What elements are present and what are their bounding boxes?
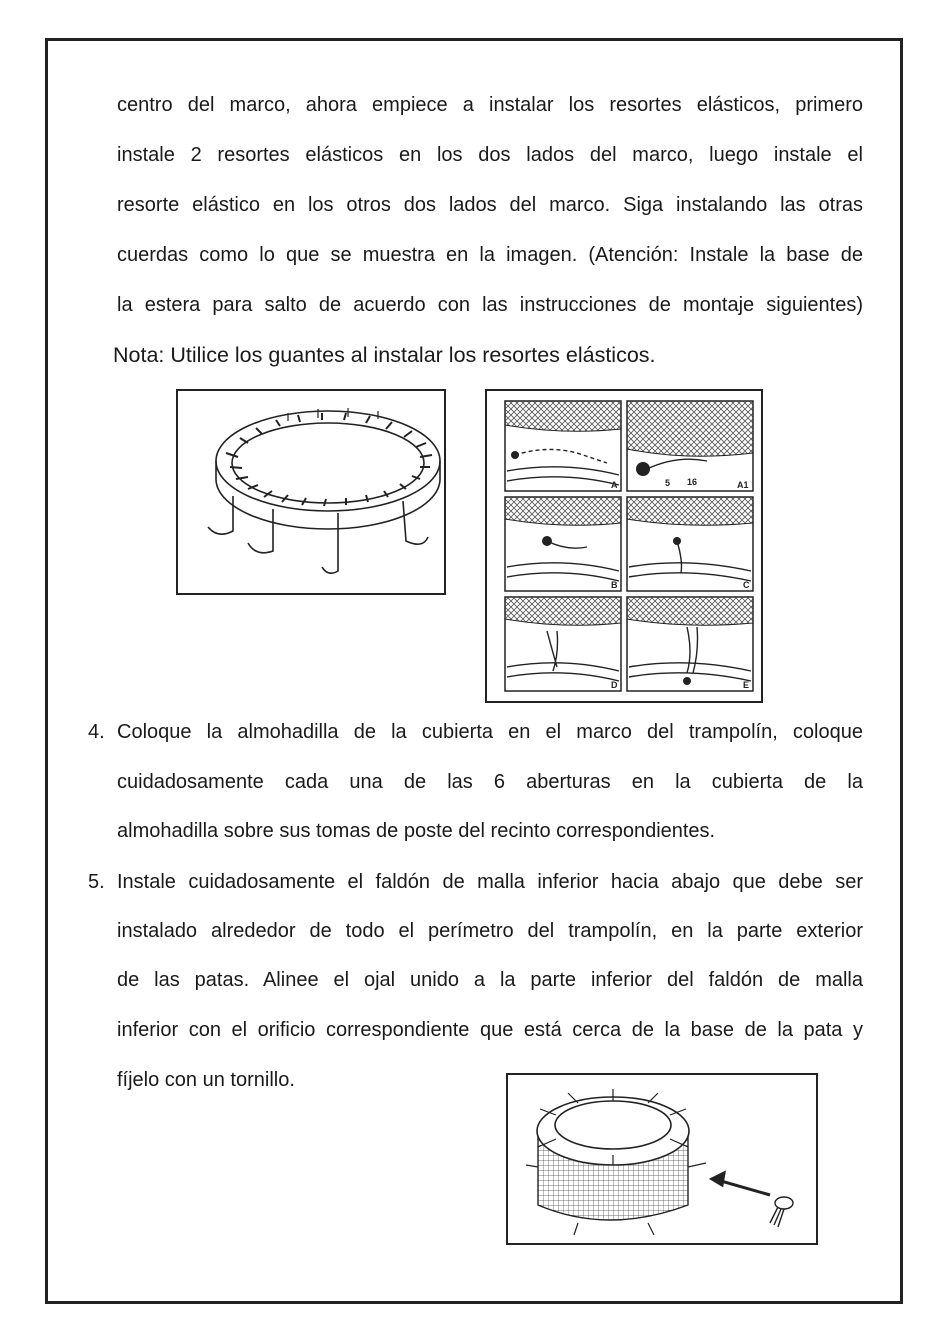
- text-line: centro del marco, ahora empiece a instalar los resortes elásticos, primero: [117, 94, 863, 116]
- text-line: Coloque la almohadilla de la cubierta en el marco del trampolín, coloque: [117, 721, 863, 743]
- figure-trampoline-springs: [176, 389, 446, 595]
- skirt-screw-illustration: [508, 1075, 816, 1243]
- text-line: instale 2 resortes elásticos en los dos lados del marco, luego instale el: [117, 144, 863, 166]
- figure-skirt-screw: [506, 1073, 818, 1245]
- label-d: D: [611, 680, 618, 690]
- text-line: resorte elástico en los otros dos lados del marco. Siga instalando las otras: [117, 194, 863, 216]
- text-line: instalado alrededor de todo el perímetro del trampolín, en la parte exterior: [117, 920, 863, 942]
- text-line: de las patas. Alinee el ojal unido a la parte inferior del faldón de malla: [117, 969, 863, 991]
- text-line: fíjelo con un tornillo.: [117, 1069, 295, 1091]
- trampoline-frame-illustration: [178, 391, 444, 593]
- spring-steps-illustration: [487, 391, 761, 701]
- figure-spring-steps: [485, 389, 763, 703]
- note-gloves: Nota: Utilice los guantes al instalar los resortes elásticos.: [113, 343, 656, 367]
- label-c: C: [743, 580, 750, 590]
- text-line: cuidadosamente cada una de las 6 aberturas en la cubierta de la: [117, 771, 863, 793]
- text-line: Instale cuidadosamente el faldón de malla inferior hacia abajo que debe ser: [117, 871, 863, 893]
- step-number: 4.: [88, 721, 105, 743]
- label-a1: A1: [737, 480, 749, 490]
- text-line: la estera para salto de acuerdo con las instrucciones de montaje siguientes): [117, 294, 863, 316]
- part-number-16: 16: [687, 477, 698, 487]
- label-e: E: [743, 680, 750, 690]
- text-line: almohadilla sobre sus tomas de poste del recinto correspondientes.: [117, 820, 716, 842]
- text-line: cuerdas como lo que se muestra en la imagen. (Atención: Instale la base de: [117, 244, 863, 266]
- part-number-5: 5: [665, 478, 671, 488]
- step-number: 5.: [88, 871, 105, 893]
- label-b: B: [611, 580, 618, 590]
- text-line: inferior con el orificio correspondiente que está cerca de la base de la pata y: [117, 1019, 863, 1041]
- label-a: A: [611, 480, 618, 490]
